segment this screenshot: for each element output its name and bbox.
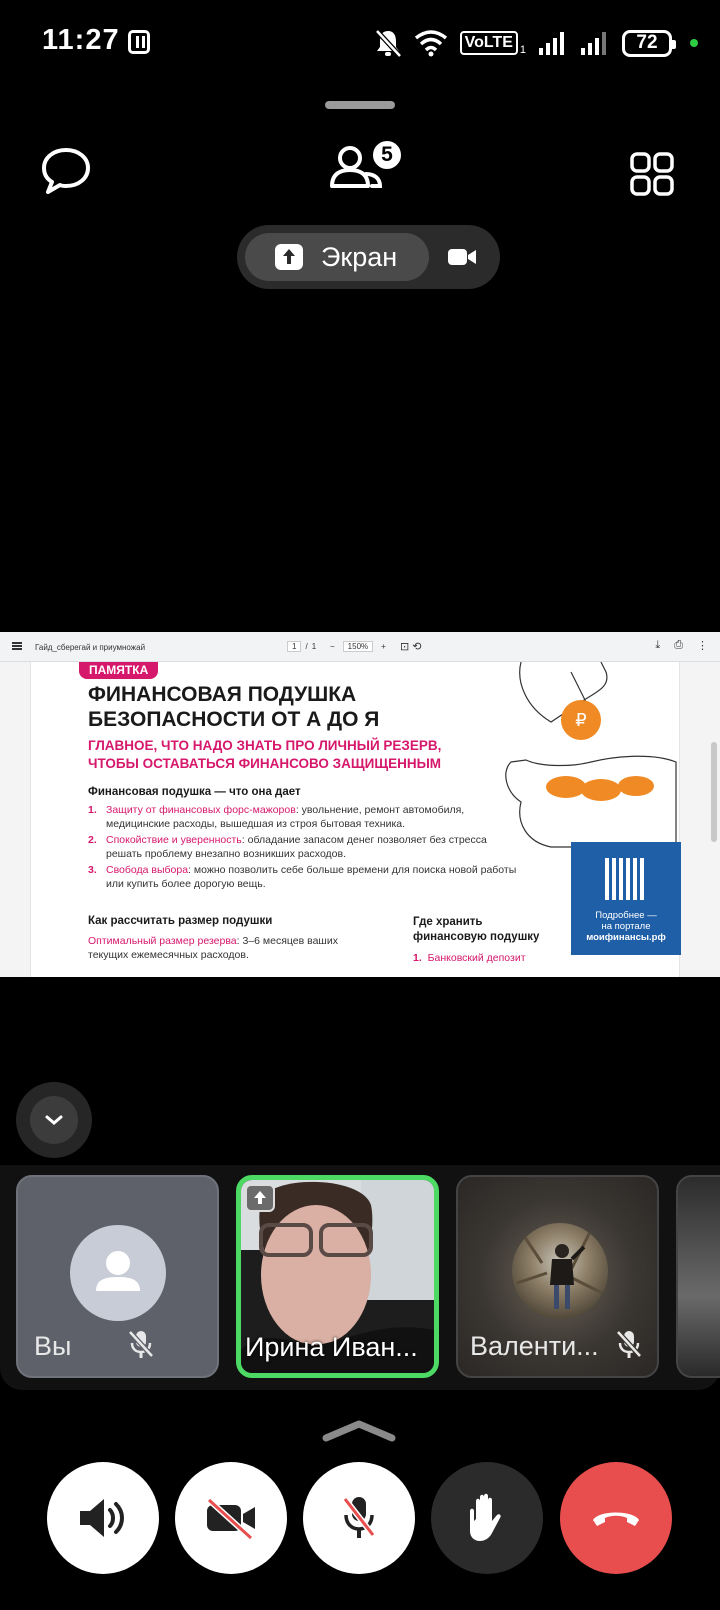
memo-tag: ПАМЯТКА — [79, 662, 158, 679]
qr-text-line2: на портале — [601, 921, 651, 932]
hang-up-button[interactable] — [560, 1462, 672, 1574]
pdf-page-total: 1 — [311, 642, 317, 651]
participant-name: Валенти... — [470, 1331, 599, 1361]
list-item: 2. Спокойствие и уверенность: обладание запасом денег позволяет без стресса решать проблему внезапно возникших расходов. — [88, 834, 487, 860]
mic-muted-icon — [614, 1328, 644, 1360]
doc-title — [88, 682, 468, 732]
expand-controls-button[interactable] — [322, 1418, 396, 1447]
list-item: 1. Защиту от финансовых форс-мажоров: увольнение, ремонт автомобиля, медицинские расходы, вышедшая из строя бытовая техника. — [88, 804, 465, 830]
qr-code[interactable] — [605, 858, 647, 900]
shared-screen[interactable] — [0, 632, 720, 977]
chat-button[interactable] — [40, 146, 92, 196]
pdf-actions — [655, 639, 708, 652]
screen-view-label: Экран — [321, 241, 398, 272]
avatar — [512, 1223, 608, 1319]
video-camera-icon — [447, 246, 477, 268]
camera-view-button[interactable] — [447, 246, 477, 273]
svg-text:₽: ₽ — [575, 710, 587, 731]
rotate-icon[interactable]: ⟲ — [412, 641, 422, 653]
camera-toggle-button[interactable] — [175, 1462, 287, 1574]
doc-subtitle-line2: ЧТОБЫ ОСТАВАТЬСЯ ФИНАНСОВО ЗАЩИЩЕННЫМ — [88, 756, 442, 771]
screen-sharing-badge — [245, 1184, 275, 1212]
section-storage-heading: Где хранить финансовую подушку — [413, 916, 540, 943]
pdf-scrollbar[interactable] — [711, 742, 717, 842]
doc-title-line1: ФИНАНСОВАЯ ПОДУШКА — [88, 683, 357, 706]
storage-item: 1. Банковский депозит — [413, 952, 526, 964]
participant-name: Вы — [34, 1331, 72, 1361]
status-icons — [374, 26, 698, 60]
participant-tile-you[interactable] — [16, 1175, 219, 1378]
microphone-toggle-button[interactable] — [303, 1462, 415, 1574]
battery-icon — [622, 30, 672, 57]
pdf-page-separator: / — [305, 642, 308, 651]
participant-name: Ирина Иван... — [245, 1332, 418, 1362]
collapse-tiles-button[interactable] — [16, 1082, 92, 1158]
zoom-level[interactable]: 150% — [343, 641, 373, 652]
pdf-file-title: Гайд_сберегай и приумножай — [35, 643, 146, 652]
view-source-toggle — [237, 225, 500, 289]
pdf-toolbar — [0, 632, 720, 662]
participants-strip — [0, 1165, 720, 1390]
raise-hand-button[interactable] — [431, 1462, 543, 1574]
chat-bubble-icon — [40, 146, 92, 196]
fit-page-icon[interactable]: ⊡ — [400, 641, 410, 653]
volte-indicator: VoLTE — [460, 31, 518, 55]
benefits-list — [88, 804, 518, 894]
pdf-page — [30, 662, 680, 977]
participant-tile-irina[interactable] — [236, 1175, 439, 1378]
drag-handle[interactable] — [325, 101, 395, 109]
phone-hangup-icon — [589, 1506, 643, 1530]
participant-tile-partial[interactable] — [676, 1175, 720, 1378]
qr-link[interactable]: моифинансы.рф — [586, 932, 666, 943]
qr-text-line1: Подробнее — — [595, 910, 657, 921]
zoom-out-button[interactable]: − — [330, 642, 335, 651]
participant-tile-valentina[interactable] — [456, 1175, 659, 1378]
qr-promo-box[interactable] — [571, 842, 681, 955]
print-icon[interactable]: ⎙ — [674, 639, 683, 651]
zoom-in-button[interactable]: + — [381, 642, 386, 651]
screen-view-button[interactable] — [245, 233, 429, 281]
privacy-indicator-dot — [690, 39, 698, 47]
signal-icon-sim2 — [580, 30, 610, 56]
nfc-icon — [128, 30, 150, 54]
menu-icon[interactable] — [12, 642, 22, 650]
section-size-heading: Как рассчитать размер подушки — [88, 915, 273, 927]
pdf-view-tools — [400, 640, 422, 653]
pdf-zoom-controls — [330, 641, 386, 652]
chevron-up-icon — [322, 1418, 396, 1442]
section-benefits-heading: Финансовая подушка — что она дает — [88, 786, 301, 798]
wifi-icon — [414, 29, 448, 57]
list-item: 3. Свобода выбора: можно позволить себе больше времени для поиска новой работы или купить более дорогую вещь. — [88, 864, 517, 890]
pdf-page-indicator — [287, 641, 316, 652]
doc-title-line2: БЕЗОПАСНОСТИ ОТ А ДО Я — [88, 708, 380, 731]
more-options-icon[interactable]: ⋮ — [697, 640, 708, 652]
optimal-size-text: Оптимальный размер резерва: 3–6 месяцев ваших текущих ежемесячных расходов. — [88, 935, 338, 961]
pdf-margin-left — [0, 662, 30, 977]
grid-icon — [630, 152, 674, 196]
mic-muted-icon — [126, 1328, 156, 1360]
volte-sim-number: 1 — [519, 44, 526, 56]
mic-off-icon — [339, 1493, 379, 1543]
speaker-icon — [76, 1496, 130, 1540]
speaker-button[interactable] — [47, 1462, 159, 1574]
bell-muted-icon — [374, 28, 402, 58]
screen-share-icon — [275, 244, 303, 270]
avatar — [70, 1225, 166, 1321]
doc-subtitle — [88, 737, 488, 773]
camera-off-icon — [203, 1496, 259, 1540]
coins-pillow-illustration — [501, 662, 681, 852]
doc-subtitle-line1: ГЛАВНОЕ, ЧТО НАДО ЗНАТЬ ПРО ЛИЧНЫЙ РЕЗЕРВ, — [88, 738, 442, 753]
chevron-down-icon — [43, 1113, 65, 1127]
download-icon[interactable]: ⤓ — [655, 639, 661, 651]
layout-grid-button[interactable] — [630, 152, 674, 196]
status-bar — [0, 0, 720, 84]
battery-level: 72 — [636, 32, 658, 53]
pdf-page-current[interactable]: 1 — [287, 641, 301, 652]
hand-icon — [464, 1491, 510, 1545]
participants-count-badge: 5 — [370, 138, 404, 172]
status-time: 11:27 — [42, 24, 120, 56]
signal-icon-sim1 — [538, 30, 568, 56]
